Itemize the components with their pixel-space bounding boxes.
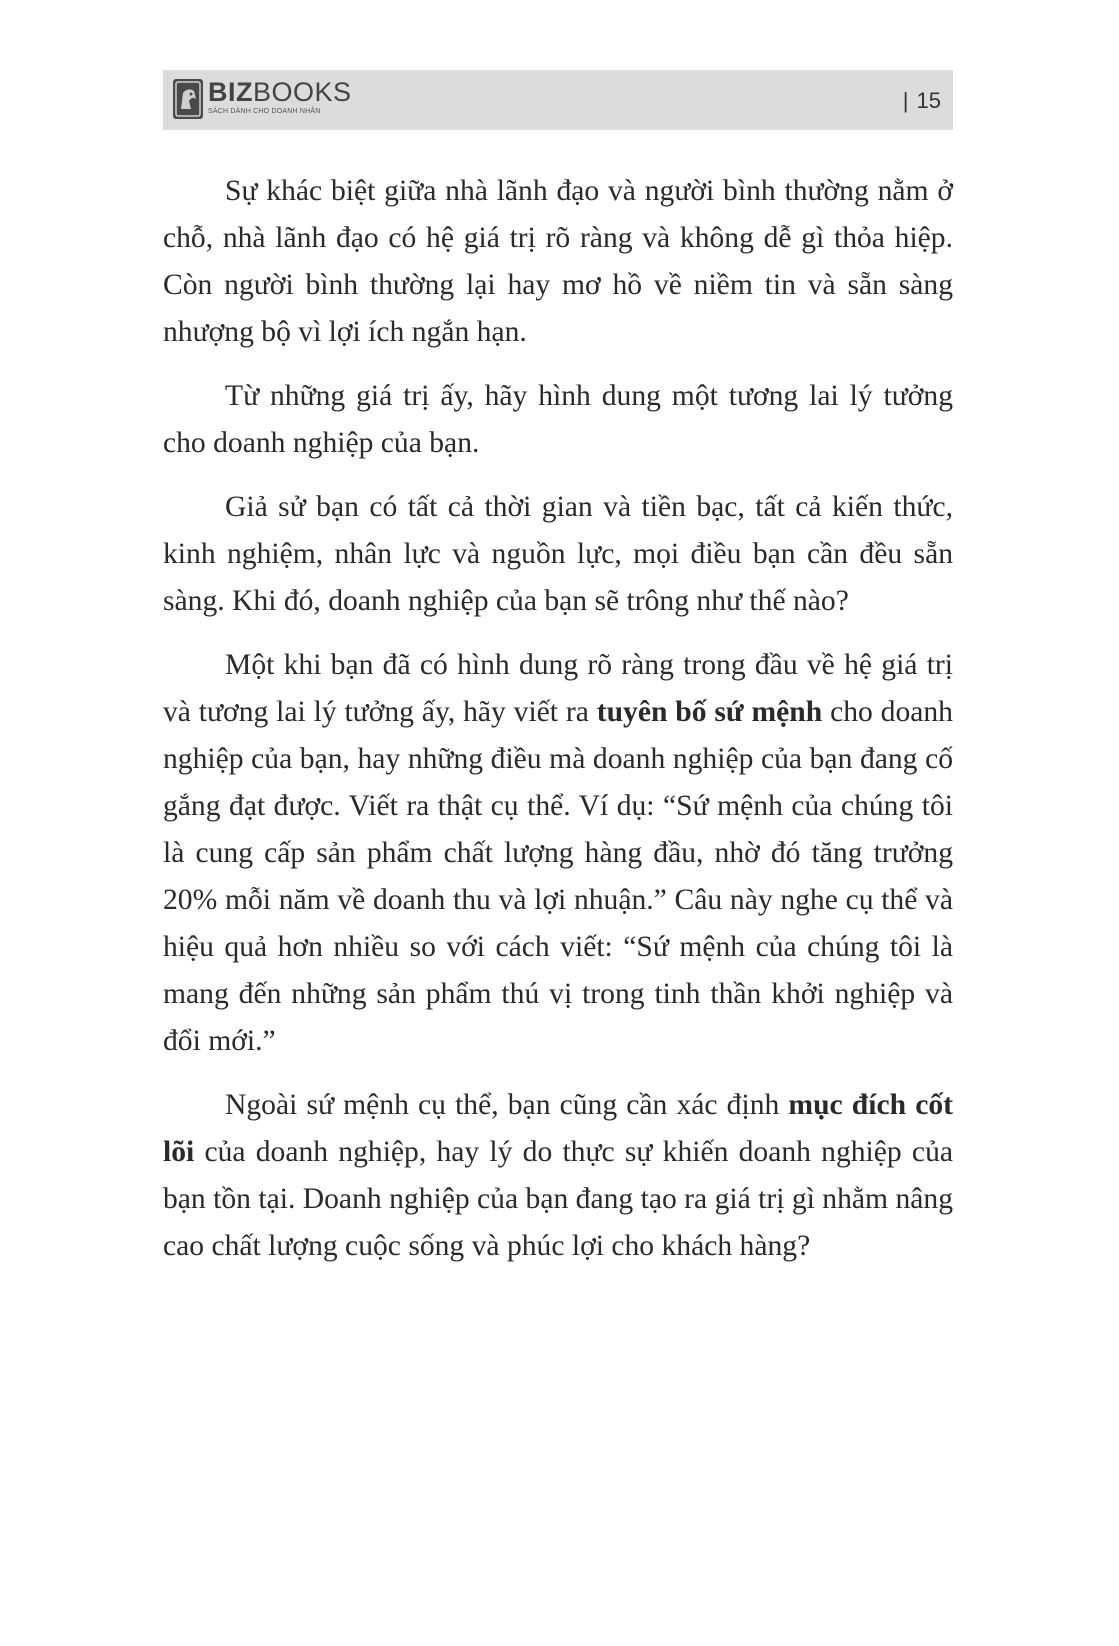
- paragraph-3: Giả sử bạn có tất cả thời gian và tiền bạc, tất cả kiến thức, kinh nghiệm, nhân lực và nguồn lực, mọi điều bạn cần đều sẵn sàng. Khi đó, doanh nghiệp của bạn sẽ trông như thế nào?: [163, 491, 953, 617]
- logo-name: [208, 79, 352, 106]
- page-body: [163, 168, 953, 1287]
- page-separator: |: [902, 88, 909, 113]
- logo-biz: BIZ: [208, 77, 253, 107]
- paragraph-5-text-before: Ngoài sứ mệnh cụ thể, bạn cũng cần xác định: [225, 1089, 789, 1121]
- term-core-purpose: mục đích cốt lõi: [163, 1089, 953, 1168]
- page-number-block: [903, 88, 941, 114]
- bizbooks-logo: [173, 79, 352, 119]
- paragraph-1: Sự khác biệt giữa nhà lãnh đạo và người bình thường nằm ở chỗ, nhà lãnh đạo có hệ giá trị rõ ràng và không dễ gì thỏa hiệp. Còn người bình thường lại hay mơ hồ về niềm tin và sẵn sàng nhượng bộ vì lợi ích ngắn hạn.: [163, 175, 953, 348]
- term-mission-statement: tuyên bố sứ mệnh: [596, 696, 823, 728]
- page-number: 15: [916, 88, 941, 113]
- page-header: [163, 70, 953, 130]
- paragraph-4-text-before: Một khi bạn đã có hình dung rõ ràng trong đầu về hệ giá trị và tương lai lý tưởng ấy, hãy viết ra: [163, 649, 953, 728]
- logo-books: BOOKS: [253, 77, 352, 107]
- paragraph-2: Từ những giá trị ấy, hãy hình dung một tương lai lý tưởng cho doanh nghiệp của bạn.: [163, 380, 953, 459]
- logo-tagline: SÁCH DÀNH CHO DOANH NHÂN: [208, 108, 321, 115]
- paragraph-5: [163, 1082, 953, 1270]
- paragraph-4: [163, 642, 953, 1065]
- lion-logo-icon: [173, 79, 203, 119]
- paragraph-5-text-after: của doanh nghiệp, hay lý do thực sự khiến doanh nghiệp của bạn tồn tại. Doanh nghiệp của bạn đang tạo ra giá trị gì nhằm nâng cao chất lượng cuộc sống và phúc lợi cho khách hàng?: [163, 1136, 953, 1262]
- paragraph-4-text-after: cho doanh nghiệp của bạn, hay những điều mà doanh nghiệp của bạn đang cố gắng đạt được. Viết ra thật cụ thể. Ví dụ: “Sứ mệnh của chúng tôi là cung cấp sản phẩm chất lượng hàng đầu, nhờ đó tăng trưởng 20% mỗi năm về doanh thu và lợi nhuận.” Câu này nghe cụ thể và hiệu quả hơn nhiều so với cách viết: “Sứ mệnh của chúng tôi là mang đến những sản phẩm thú vị trong tinh thần khởi nghiệp và đổi mới.”: [163, 696, 953, 1057]
